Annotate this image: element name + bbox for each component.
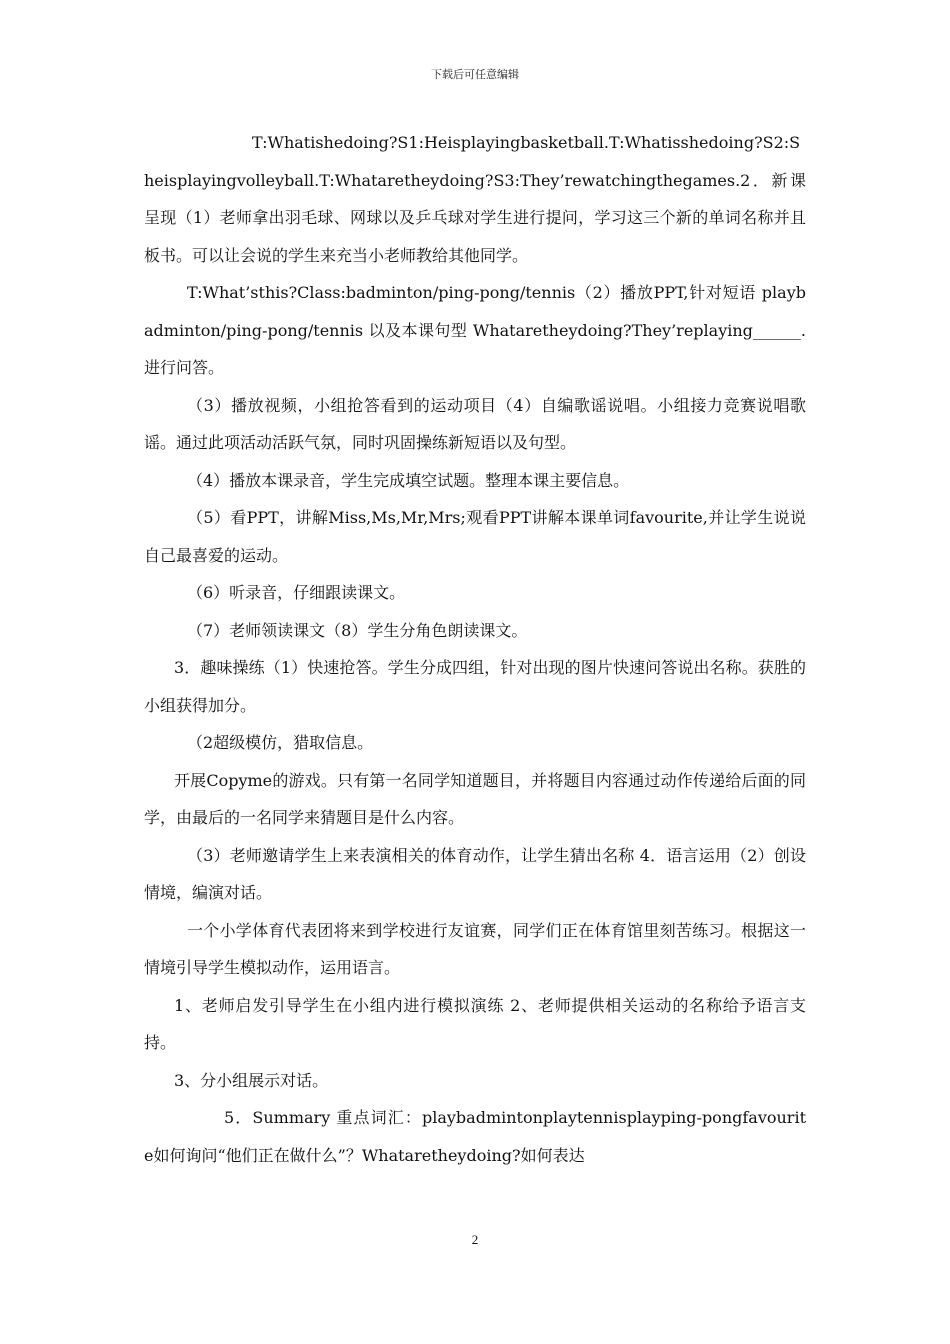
- paragraph-delegation-context: 一个小学体育代表团将来到学校进行友谊赛，同学们正在体育馆里刻苦练习。根据这一情境引导学生模拟动作，运用语言。: [144, 920, 806, 977]
- paragraph-listen-read: （6）听录音，仔细跟读课文。: [187, 583, 406, 602]
- paragraph-teacher-guide: 1、老师启发引导学生在小组内进行模拟演练 2、老师提供相关运动的名称给予语言支持。: [144, 995, 806, 1052]
- paragraph-summary: 5．Summary 重点词汇：playbadmintonplaytennisplayping-pongfavourite如何询问“他们正在做什么”？Whataretheydoing?如何表达: [144, 1108, 806, 1165]
- document-body: [144, 124, 806, 1174]
- paragraph-dialogue-review: T:Whatishedoing?S1:Heisplayingbasketball.T:Whatisshedoing?S2:Sheisplayingvolleyball.T:Whataretheydoing?S3:They’rewatchingthegames.2．新课呈现（1）老师拿出羽毛球、网球以及乒乓球对学生进行提问，学习这三个新的单词名称并且板书。可以让会说的学生来充当小老师教给其他同学。: [144, 133, 806, 265]
- page-header: 下载后可任意编辑: [431, 68, 519, 81]
- paragraph-role-read: （7）老师领读课文（8）学生分角色朗读课文。: [187, 620, 528, 640]
- paragraph-fun-practice: 3．趣味操练（1）快速抢答。学生分成四组，针对出现的图片快速问答说出名称。获胜的小组获得加分。: [144, 658, 806, 715]
- page-number: 2: [471, 1232, 479, 1247]
- paragraph-what-is-this: T:What’sthis?Class:badminton/ping-pong/tennis（2）播放PPT,针对短语 playbadminton/ping-pong/tennis 以及本课句型 Whataretheydoing?They’replaying______.进行问答。: [144, 283, 806, 377]
- paragraph-group-show: 3、分小组展示对话。: [174, 1070, 329, 1090]
- paragraph-act-sports: （3）老师邀请学生上来表演相关的体育动作，让学生猜出名称 4．语言运用（2）创设情境，编演对话。: [144, 845, 806, 902]
- paragraph-recording-fill: （4）播放本课录音，学生完成填空试题。整理本课主要信息。: [187, 470, 630, 490]
- paragraph-ppt-favourite: （5）看PPT，讲解Miss,Ms,Mr,Mrs;观看PPT讲解本课单词favourite,并让学生说说自己最喜爱的运动。: [144, 508, 806, 565]
- paragraph-video-chant: （3）播放视频，小组抢答看到的运动项目（4）自编歌谣说唱。小组接力竞赛说唱歌谣。通过此项活动活跃气氛，同时巩固操练新短语以及句型。: [144, 395, 806, 452]
- paragraph-copyme-game: 开展Copyme的游戏。只有第一名同学知道题目，并将题目内容通过动作传递给后面的同学，由最后的一名同学来猜题目是什么内容。: [144, 770, 806, 827]
- paragraph-super-imitate: （2超级模仿，猎取信息。: [187, 733, 374, 752]
